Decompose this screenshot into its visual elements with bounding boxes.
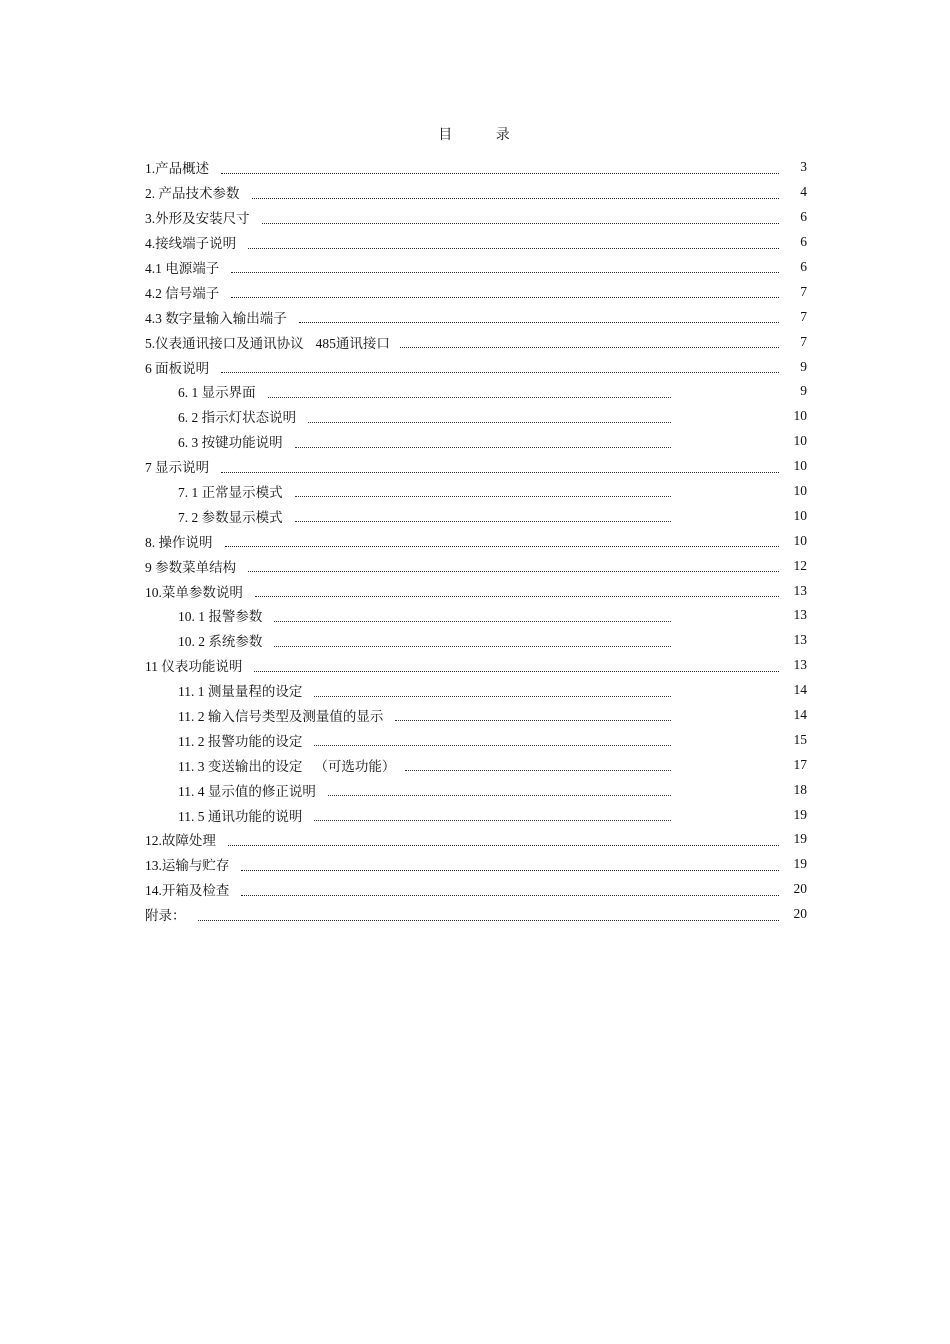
toc-entry-page: 12 [793, 557, 807, 573]
toc-entry[interactable] [145, 304, 807, 329]
toc-entry-page: 13 [793, 657, 807, 673]
toc-dot-leader [225, 545, 780, 547]
toc-dot-leader [328, 794, 671, 796]
toc-entry-page: 3 [800, 159, 807, 175]
toc-entry-page: 6 [800, 259, 807, 274]
toc-entry-label: 11. 1 测量量程的设定 [178, 684, 303, 700]
toc-entry-label: 5.仪表通讯接口及通讯协议 [145, 335, 304, 351]
toc-entry-page: 19 [793, 831, 807, 847]
toc-entry-page: 13 [793, 632, 807, 648]
toc-entry[interactable] [145, 404, 807, 429]
toc-entry-label: 10. 1 报警参数 [178, 609, 263, 625]
toc-entry-label: 4.1 电源端子 [145, 261, 220, 276]
toc-entry-page: 6 [800, 234, 807, 250]
toc-entry-label: 2. 产品技术参数 [145, 186, 240, 202]
toc-entry-page: 10 [793, 483, 807, 499]
toc-entry-label: 11. 3 变送输出的设定 [178, 758, 303, 774]
toc-entry-page: 13 [793, 607, 807, 623]
toc-entry[interactable] [145, 230, 807, 255]
toc-dot-leader [221, 371, 779, 373]
toc-title [0, 124, 950, 144]
toc-dot-leader [252, 197, 780, 199]
toc-dot-leader [255, 595, 779, 597]
toc-entry-label: 4.3 数字量输入输出端子 [145, 310, 287, 326]
toc-entry-label: 10. 2 系统参数 [178, 634, 263, 650]
toc-entry-page: 7 [800, 333, 807, 349]
toc-entry-page: 20 [793, 881, 807, 897]
toc-entry[interactable] [145, 279, 807, 304]
toc-entry-label: 7 显示说明 [145, 460, 210, 476]
toc-entry[interactable] [145, 553, 807, 578]
toc-entry[interactable] [145, 777, 807, 802]
toc-dot-leader [241, 869, 779, 871]
toc-dot-leader [274, 645, 671, 647]
toc-entry-label: 11. 2 输入信号类型及测量值的显示 [178, 709, 384, 725]
toc-entry-page: 10 [793, 458, 807, 474]
toc-entry[interactable] [145, 255, 807, 280]
toc-dot-leader [314, 744, 671, 746]
toc-entry-label: 7. 2 参数显示模式 [178, 509, 283, 525]
toc-dot-leader [262, 222, 779, 224]
toc-entry[interactable] [145, 877, 807, 902]
toc-dot-leader [248, 247, 779, 249]
toc-dot-leader [221, 471, 779, 473]
toc-entry-page: 20 [793, 906, 807, 922]
toc-entry-extra: （可选功能） [314, 758, 396, 774]
toc-dot-leader [395, 719, 671, 721]
toc-entry-label: 11. 4 显示值的修正说明 [178, 783, 316, 799]
toc-entry[interactable] [145, 802, 807, 827]
toc-entry-label: 14.开箱及检查 [145, 883, 230, 899]
toc-entry-page: 6 [800, 209, 807, 225]
toc-dot-leader [295, 446, 671, 448]
toc-entry-page: 10 [793, 408, 807, 424]
toc-entry[interactable] [145, 503, 807, 528]
toc-entry[interactable] [145, 454, 807, 479]
toc-dot-leader [268, 396, 671, 398]
toc-entry[interactable] [145, 379, 807, 404]
toc-dot-leader [198, 919, 780, 921]
toc-entry[interactable] [145, 703, 807, 728]
toc-entry[interactable] [145, 603, 807, 628]
toc-entry-label: 11. 2 报警功能的设定 [178, 733, 303, 749]
toc-dot-leader [405, 769, 671, 771]
toc-entry-page: 15 [793, 731, 807, 747]
toc-entry-label: 6 面板说明 [145, 360, 210, 376]
toc-list [145, 155, 807, 927]
toc-entry[interactable] [145, 180, 807, 205]
toc-entry-label: 9 参数菜单结构 [145, 559, 237, 575]
toc-entry-page: 4 [800, 184, 807, 200]
toc-entry-page: 10 [793, 532, 807, 548]
toc-entry[interactable] [145, 429, 807, 454]
toc-title-char: 目 [438, 128, 455, 143]
toc-entry-page: 19 [793, 856, 807, 872]
toc-entry-label: 11 仪表功能说明 [145, 659, 243, 675]
toc-title-char: 录 [495, 128, 512, 143]
toc-entry-page: 7 [800, 308, 807, 324]
toc-entry[interactable] [145, 479, 807, 504]
toc-entry-page: 13 [793, 582, 807, 598]
toc-entry-label: 6. 2 指示灯状态说明 [178, 410, 297, 426]
toc-dot-leader [400, 346, 779, 348]
toc-dot-leader [314, 695, 671, 697]
toc-entry-page: 9 [800, 383, 807, 399]
toc-entry-label: 13.运输与贮存 [145, 858, 230, 874]
toc-entry-label: 3.外形及安装尺寸 [145, 211, 250, 227]
toc-dot-leader [274, 620, 671, 622]
toc-entry-label: 6. 3 按键功能说明 [178, 435, 283, 451]
toc-entry-page: 19 [793, 806, 807, 822]
toc-entry-label: 4.接线端子说明 [145, 236, 237, 252]
toc-entry-page: 10 [793, 507, 807, 523]
toc-entry[interactable] [145, 852, 807, 877]
toc-entry-label: 附录： [145, 908, 186, 924]
toc-entry-page: 10 [793, 433, 807, 449]
toc-dot-leader [295, 520, 671, 522]
toc-entry-page: 7 [800, 283, 807, 299]
toc-entry-label: 4.2 信号端子 [145, 285, 220, 301]
toc-dot-leader [221, 172, 779, 174]
toc-dot-leader [231, 296, 779, 298]
toc-entry-page: 17 [793, 756, 807, 772]
toc-dot-leader [248, 570, 779, 572]
toc-entry-extra: 485通讯接口 [315, 335, 390, 351]
toc-entry-page: 9 [800, 358, 807, 374]
toc-entry[interactable] [145, 354, 807, 379]
toc-entry[interactable] [145, 752, 807, 777]
toc-dot-leader [254, 670, 779, 672]
toc-dot-leader [228, 844, 779, 846]
toc-entry[interactable] [145, 528, 807, 553]
toc-entry[interactable] [145, 628, 807, 653]
toc-entry-page: 18 [793, 781, 807, 797]
toc-entry-label: 8. 操作说明 [145, 534, 213, 550]
toc-entry[interactable] [145, 727, 807, 752]
toc-dot-leader [231, 271, 779, 273]
toc-entry-label: 1.产品概述 [145, 161, 210, 177]
toc-entry-label: 12.故障处理 [145, 833, 216, 849]
toc-dot-leader [314, 819, 671, 821]
toc-entry-page: 14 [793, 682, 807, 698]
toc-dot-leader [308, 421, 671, 423]
toc-entry[interactable] [145, 827, 807, 852]
toc-entry[interactable] [145, 329, 807, 354]
toc-dot-leader [241, 894, 779, 896]
toc-entry-label: 7. 1 正常显示模式 [178, 485, 283, 501]
toc-entry-label: 6. 1 显示界面 [178, 385, 256, 401]
toc-entry[interactable] [145, 205, 807, 230]
toc-entry[interactable] [145, 678, 807, 703]
toc-entry[interactable] [145, 578, 807, 603]
toc-entry-label: 10.菜单参数说明 [145, 584, 243, 600]
toc-entry[interactable] [145, 902, 807, 927]
toc-dot-leader [299, 321, 779, 323]
toc-dot-leader [295, 495, 671, 497]
toc-entry-label: 11. 5 通讯功能的说明 [178, 808, 303, 824]
toc-entry[interactable] [145, 653, 807, 678]
toc-entry-page: 14 [793, 707, 807, 723]
toc-entry[interactable] [145, 155, 807, 180]
